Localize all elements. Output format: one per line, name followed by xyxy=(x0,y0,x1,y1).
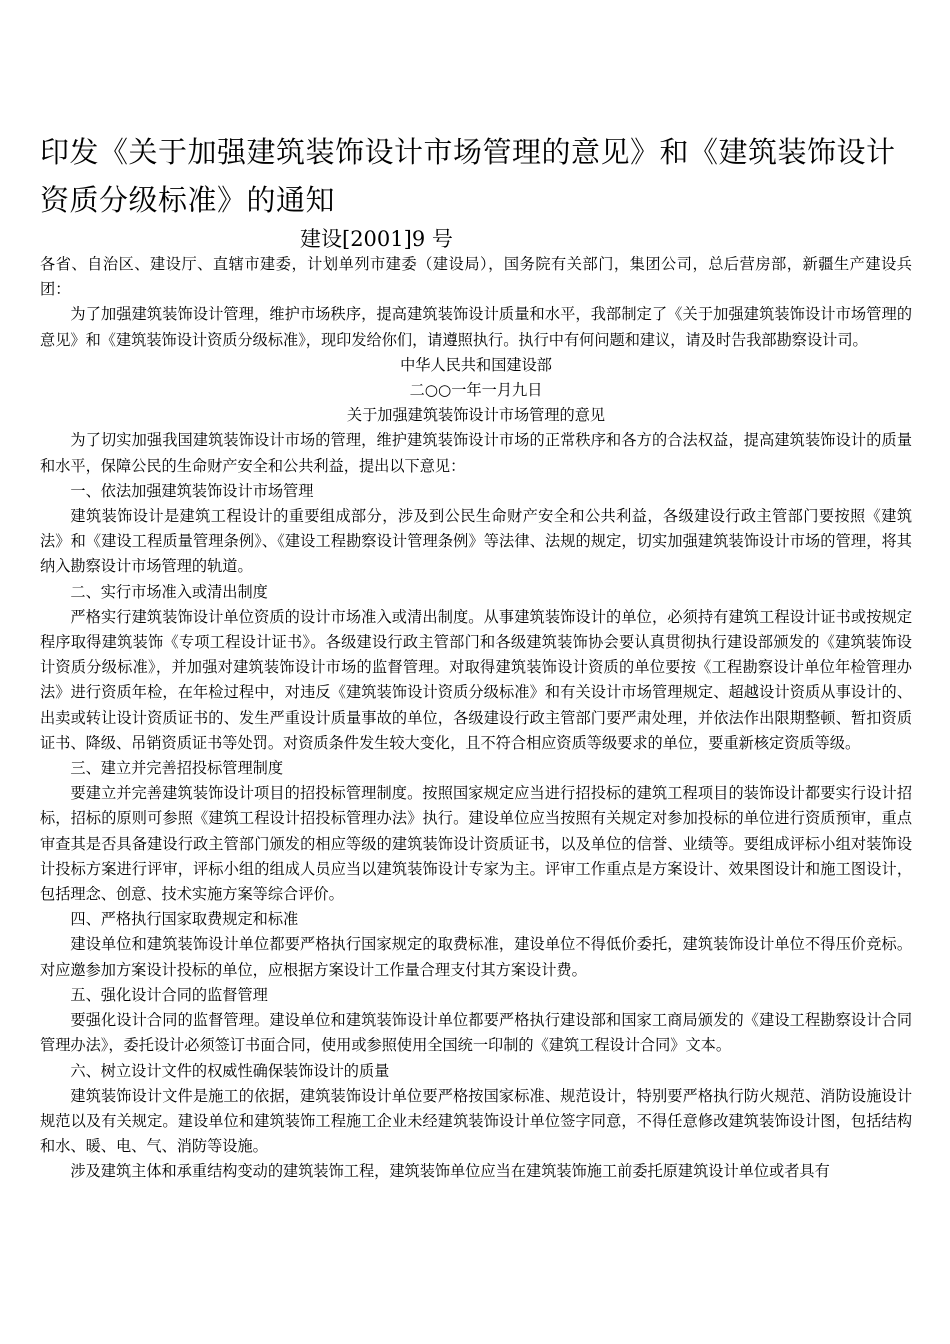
section-heading: 五、强化设计合同的监督管理 xyxy=(70,985,268,1004)
section-body: 建筑装饰设计是建筑工程设计的重要组成部分，涉及到公民生命财产安全和公共利益，各级建设行政主管部门要按照《建筑法》和《建设工程质量管理条例》、《建设工程勘察设计管理条例》等法律、法规的规定，切实加强建筑装饰设计市场的管理，将其纳入勘察设计市场管理的轨道。 xyxy=(40,507,912,576)
issue-date: 二○○一年一月九日 xyxy=(409,381,543,400)
section-heading: 六、树立设计文件的权威性确保装饰设计的质量 xyxy=(70,1061,390,1080)
opinion-title: 关于加强建筑装饰设计市场管理的意见 xyxy=(346,406,606,425)
section-body: 要建立并完善建筑装饰设计项目的招投标管理制度。按照国家规定应当进行招投标的建筑工程项目的装饰设计都要实行设计招标，招标的原则可参照《建筑工程设计招投标管理办法》执行。建设单位应当按照有关规定对参加投标的单位进行资质预审，重点审查其是否具备建设行政主管部门颁发的相应等级的建筑装饰设计资质证书，以及单位的信誉、业绩等。要组成评标小组对装饰设计投标方案进行评审，评标小组的组成人员应当以建筑装饰设计专家为主。评审工作重点是方案设计、效果图设计和施工图设计，包括理念、创意、技术实施方案等综合评价。 xyxy=(40,784,912,904)
issuer: 中华人民共和国建设部 xyxy=(400,355,552,374)
section-body: 严格实行建筑装饰设计单位资质的设计市场准入或清出制度。从事建筑装饰设计的单位，必须持有建筑工程设计证书或按规定程序取得建筑装饰《专项工程设计证书》。各级建设行政主管部门和各级建筑装饰协会要认真贯彻执行建设部颁发的《建筑装饰设计资质分级标准》，并加强对建筑装饰设计市场的监督管理。对取得建筑装饰设计资质的单位要按《工程勘察设计单位年检管理办法》进行资质年检，在年检过程中，对违反《建筑装饰设计资质分级标准》和有关设计市场管理规定、超越设计资质从事设计的、出卖或转让设计资质证书的、发生严重设计质量事故的单位，各级建设行政主管部门要严肃处理，并依法作出限期整顿、暂扣资质证书、降级、吊销资质证书等处罚。对资质条件发生较大变化，且不符合相应资质等级要求的单位，要重新核定资质等级。 xyxy=(40,607,912,752)
section-body: 建设单位和建筑装饰设计单位都要严格执行国家规定的取费标准，建设单位不得低价委托，建筑装饰设计单位不得压价竞标。对应邀参加方案设计投标的单位，应根据方案设计工作量合理支付其方案设计费。 xyxy=(40,935,912,979)
section-body: 要强化设计合同的监督管理。建设单位和建筑装饰设计单位都要严格执行建设部和国家工商局颁发的《建设工程勘察设计合同管理办法》，委托设计必须签订书面合同，使用或参照使用全国统一印制的《建筑工程设计合同》文本。 xyxy=(40,1011,912,1055)
section-body: 建筑装饰设计文件是施工的依据，建筑装饰设计单位要严格按国家标准、规范设计，特别要严格执行防火规范、消防设施设计规范以及有关规定。建设单位和建筑装饰工程施工企业未经建筑装饰设计单位签字同意，不得任意修改建筑装饰设计图，包括结构和水、暖、电、气、消防等设施。 xyxy=(40,1086,912,1156)
section-heading: 一、依法加强建筑装饰设计市场管理 xyxy=(70,481,314,500)
section-heading: 三、建立并完善招投标管理制度 xyxy=(70,759,284,778)
section-heading: 四、严格执行国家取费规定和标准 xyxy=(70,910,299,929)
addressees: 各省、自治区、建设厅、直辖市建委，计划单列市建委（建设局），国务院有关部门，集团公司，总后营房部，新疆生产建设兵团： xyxy=(40,255,912,299)
document-title: 印发《关于加强建筑装饰设计市场管理的意见》和《建筑装饰设计资质分级标准》的通知 xyxy=(40,135,896,217)
document-page xyxy=(40,128,912,1185)
section-heading: 二、实行市场准入或清出制度 xyxy=(70,582,268,601)
notice-body: 为了加强建筑装饰设计管理，维护市场秩序，提高建筑装饰设计质量和水平，我部制定了《关于加强建筑装饰设计市场管理的意见》和《建筑装饰设计资质分级标准》，现印发给你们，请遵照执行。执行中有何问题和建议，请及时告我部勘察设计司。 xyxy=(40,305,912,349)
opinion-intro: 为了切实加强我国建筑装饰设计市场的管理，维护建筑装饰设计市场的正常秩序和各方的合法权益，提高建筑装饰设计的质量和水平，保障公民的生命财产安全和公共利益，提出以下意见： xyxy=(40,431,912,475)
document-number: 建设[2001]9 号 xyxy=(300,227,453,251)
trailing-paragraph: 涉及建筑主体和承重结构变动的建筑装饰工程，建筑装饰单位应当在建筑装饰施工前委托原建筑设计单位或者具有 xyxy=(70,1162,830,1181)
